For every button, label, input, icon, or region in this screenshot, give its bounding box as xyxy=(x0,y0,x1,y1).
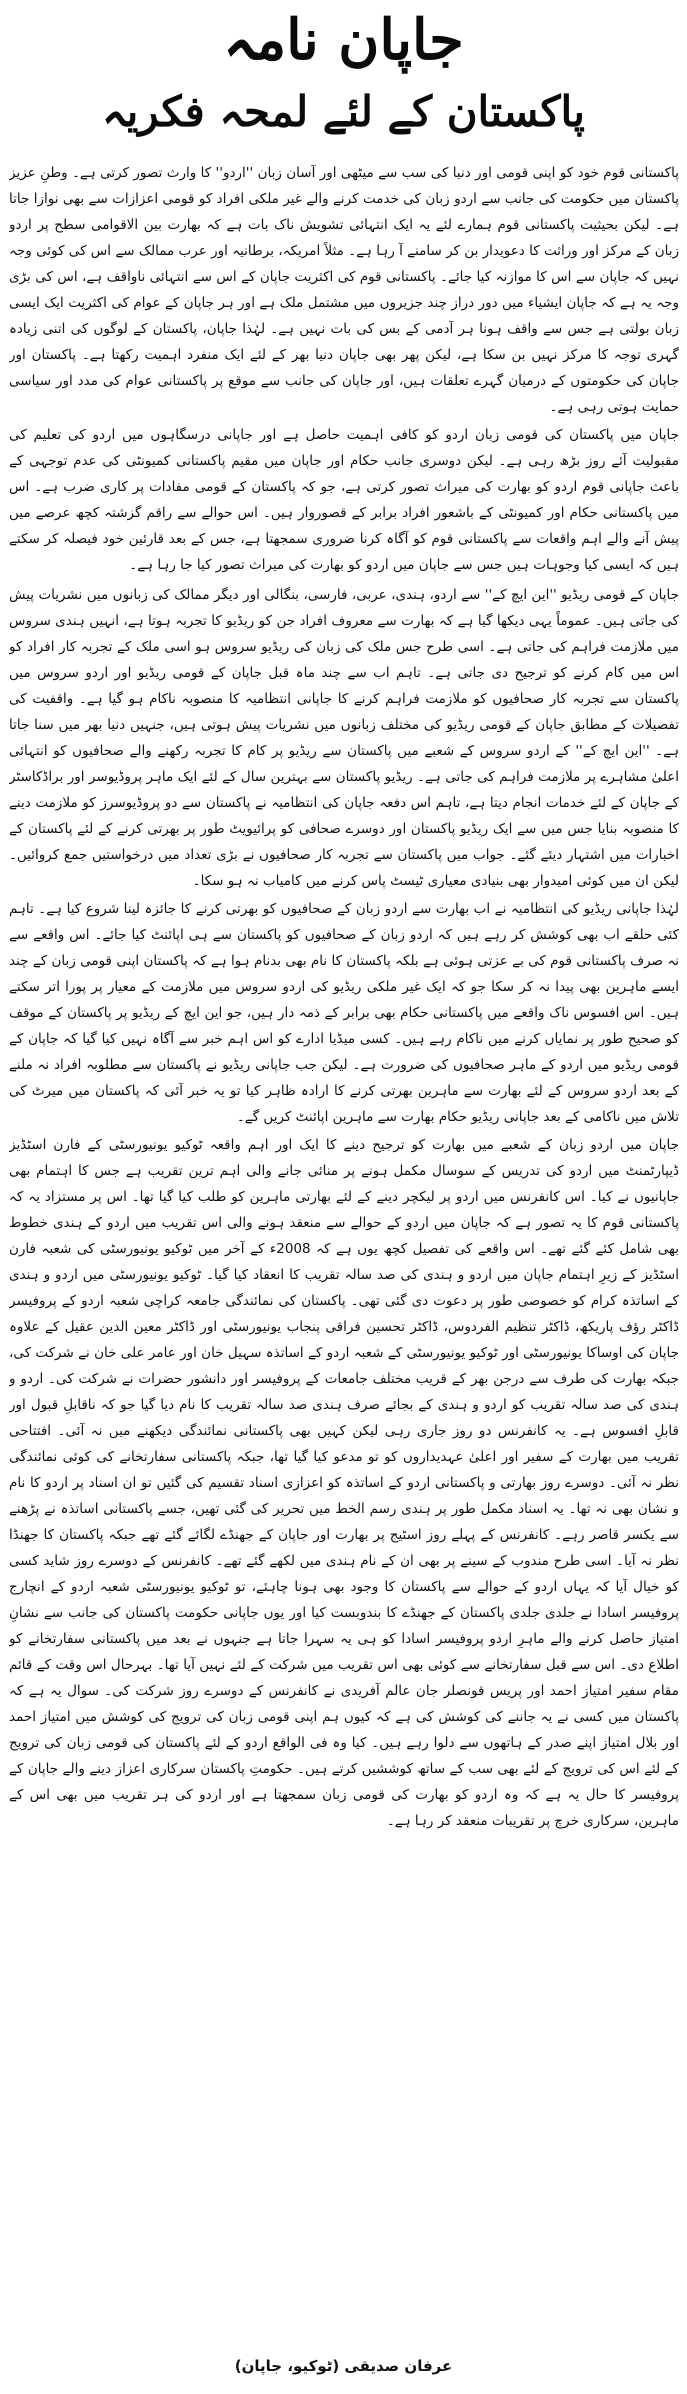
column-subtitle: پاکستان کے لئے لمحہ فکریہ xyxy=(102,87,585,136)
article-paragraph: جاپان میں پاکستان کی قومی زبان اردو کو کافی اہمیت حاصل ہے اور جاپانی درسگاہوں میں اردو کی تعلیم کی مقبولیت آئے روز بڑھ رہی ہے۔ لیکن دوسری جانب حکام اور جاپان میں مقیم پاکستانی کمیونٹی کی عدم توجہی کے باعث جاپانی قوم اردو کو بھارت کی میراث تصور کرتی ہے، جو کہ پاکستان کے قومی مفادات پر کاری ضرب ہے۔ اس میں پاکستانی حکام اور کمیونٹی کے باشعور افراد برابر کے قصوروار ہیں۔ اس حوالے سے راقم گزشتہ کچھ عرصے میں پیش آنے والے اہم واقعات سے پاکستانی قوم کو آگاہ کرنا ضروری سمجھتا ہے، جس کے بعد قارئین خود فیصلہ کر سکتے ہیں کہ ایسی کیا وجوہات ہیں جس سے جاپان میں اردو کو بھارت کی میراث تصور کیا جا رہا ہے۔ xyxy=(9,427,679,573)
article-body xyxy=(9,160,679,2340)
article-paragraph: جاپان کے قومی ریڈیو ''این ایچ کے'' سے اردو، ہندی، عربی، فارسی، بنگالی اور دیگر ممالک کی زبانوں میں نشریات پیش کی جاتی ہیں۔ عموماً یہی دیکھا گیا ہے کہ بھارت سے معروف افراد جن کو ریڈیو کا تجربہ ہوتا ہے، انہیں ہندی سروس میں ملازمت فراہم کی جاتی ہے۔ اسی طرح جس ملک کی زبان کی ریڈیو سروس ہو اسی ملک کے تجربہ کار افراد کو اس میں کام کرنے کو ترجیح دی جاتی ہے۔ تاہم اب سے چند ماہ قبل جاپان کے قومی ریڈیو اور اردو سروس میں پاکستان سے تجربہ کار صحافیوں کو ملازمت فراہم کرنے کا جاپانی انتظامیہ کا منصوبہ ناکام ہو گیا ہے۔ واقفیت کی تفصیلات کے مطابق جاپان کے قومی ریڈیو کی مختلف زبانوں میں نشریات پیش ہوتی ہیں، جنہیں دنیا بھر میں سنا جاتا ہے۔ ''این ایچ کے'' کے اردو سروس کے شعبے میں پاکستان سے ریڈیو پر کام کا تجربہ رکھنے والے صحافیوں کو انتہائی اعلیٰ مشاہرے پر ملازمت فراہم کی جاتی ہے۔ ریڈیو پاکستان سے بہترین سال کے لئے ایک ماہر پروڈیوسر اور براڈکاسٹر کے جاپان کے لئے خدمات انجام دیتا ہے، تاہم اس دفعہ جاپان کی انتظامیہ نے پاکستان سے دو پروڈیوسرز کو ملازمت دینے کا منصوبہ بنایا جس میں سے ایک ریڈیو پاکستان اور دوسرے صحافی کو پرائیویٹ طور پر بھرتی کرنے کے لئے پاکستان کے اخبارات میں اشتہار دیئے گئے۔ جواب میں پاکستان سے تجربہ کار صحافیوں نے بڑی تعداد میں درخواستیں جمع کروائیں۔ لیکن ان میں کوئی امیدوار بھی بنیادی معیاری ٹیسٹ پاس کرنے میں کامیاب نہ ہو سکا۔ xyxy=(9,587,679,889)
article-paragraph: لہٰذا جاپانی ریڈیو کی انتظامیہ نے اب بھارت سے اردو زبان کے صحافیوں کو بھرتی کرنے کا جائزہ لینا شروع کیا ہے۔ تاہم کئی حلقے اب بھی کوشش کر رہے ہیں کہ اردو زبان کے صحافیوں کو پاکستان سے ہی اپائنٹ کیا جائے۔ اس واقعے سے نہ صرف پاکستانی قوم کی بے عزتی ہوئی ہے بلکہ پاکستان کا نام بھی بدنام ہوا ہے کہ پاکستان اپنی قومی زبان کے چند ایسے ماہرین بھی پیدا نہ کر سکا جو کہ ایک غیر ملکی ریڈیو کی اردو سروس میں ملازمت کے معیار پر پورا اتر سکتے ہیں۔ اس افسوس ناک واقعے میں پاکستانی حکام بھی برابر کے ذمہ دار ہیں، جو این ایچ کے ریڈیو پر پاکستان کے موقف کو صحیح طور پر نمایاں کرنے میں ناکام رہے ہیں۔ کسی میڈیا ادارے کو اس اہم خبر سے آگاہ نہیں کیا گیا کہ جاپان کے قومی ریڈیو میں اردو کے ماہر صحافیوں کی ضرورت ہے۔ لیکن جب جاپانی ریڈیو نے پاکستان سے مطلوبہ افراد نہ ملنے کے بعد اردو سروس کے لئے بھارت سے ماہرین بھرتی کرنے کا ارادہ ظاہر کیا تو یہ خبر آئی کہ پاکستان میں میرٹ کی تلاش میں ناکامی کے بعد جاپانی ریڈیو حکام بھارت سے ماہرین اپائنٹ کریں گے۔ xyxy=(9,901,679,1125)
article-paragraph: پاکستانی قوم خود کو اپنی قومی اور دنیا کی سب سے میٹھی اور آسان زبان ''اردو'' کا وارث تصور کرتی ہے۔ وطنِ عزیز پاکستان میں حکومت کی جانب سے اردو زبان کی خدمت کرنے والے غیر ملکی افراد کو قومی اعزازات سے بھی نوازا جاتا ہے۔ لیکن بحیثیت پاکستانی قوم ہمارے لئے یہ ایک انتہائی تشویش ناک بات ہے کہ بھارت بین الاقوامی سطح پر اردو زبان کے مرکز اور وراثت کا دعویدار بن کر سامنے آ رہا ہے۔ مثلاً امریکہ، برطانیہ اور عرب ممالک سے اس کی کوئی وجہ نہیں کہ جاپان سے اس کا موازنہ کیا جائے۔ پاکستانی قوم کی اکثریت جاپان کے اس سے انتہائی ناواقف ہے، اس کی بڑی وجہ یہ ہے کہ جاپان ایشیاء میں دور دراز چند جزیروں میں مشتمل ملک ہے اور ہر جاپان کے عوام کی اکثریت ایک ایسی زبان بولتی ہے جس سے واقف ہونا ہر آدمی کے بس کی بات نہیں ہے۔ لہٰذا جاپان، پاکستان کے لوگوں کی اتنی زیادہ گہری توجہ کا مرکز نہیں بن سکا ہے، لیکن پھر بھی جاپان دنیا بھر کے لئے ایک منفرد اہمیت رکھتا ہے۔ پاکستان اور جاپان کی حکومتوں کے درمیان گہرے تعلقات ہیں، اور جاپان کی جانب سے موقع پر پاکستانی عوام کی مدد اور سیاسی حمایت ہوتی رہی ہے۔ xyxy=(9,165,679,415)
column-title: جاپان نامہ xyxy=(223,7,464,73)
article-paragraph: جاپان میں اردو زبان کے شعبے میں بھارت کو ترجیح دینے کا ایک اور اہم واقعہ ٹوکیو یونیورسٹی کے فارن اسٹڈیز ڈیپارٹمنٹ میں اردو کی تدریس کے سوسال مکمل ہونے پر منائی جانے والی اہم ترین تقریب ہے جس کا اہتمام بھی جاپانیوں نے کیا۔ اس کانفرنس میں اردو پر لیکچر دینے کے لئے بھارتی ماہرین کو طلب کیا گیا تھا۔ اس پر مستزاد یہ کہ پاکستانی قوم کا یہ تصور ہے کہ جاپان میں اردو کے حوالے سے منعقد ہونے والی اس تقریب میں اردو کے ہندی خطوط بھی شامل کئے گئے تھے۔ اس واقعے کی تفصیل کچھ یوں ہے کہ 2008ء کے آخر میں ٹوکیو یونیورسٹی کی شعبہ فارن اسٹڈیز کے زیرِ اہتمام جاپان میں اردو و ہندی کی صد سالہ تقریب کا انعقاد کیا گیا۔ ٹوکیو یونیورسٹی میں اردو و ہندی کے اساتذہ کرام کو خصوصی طور پر دعوت دی گئی تھی۔ پاکستان کی نمائندگی جامعہ کراچی شعبہ اردو کے پروفیسر ڈاکٹر رؤف پاریکھ، ڈاکٹر تنظیم الفردوس، ڈاکٹر تحسین فراقی پنجاب یونیورسٹی اور ڈاکٹر معین الدین عقیل کے علاوہ جاپان کی اوساکا یونیورسٹی اور ٹوکیو یونیورسٹی کے شعبہ اردو کے اساتذہ سہیل خان اور عامر علی خان نے شرکت کی، جبکہ بھارت کی طرف سے درجن بھر کے قریب مختلف جامعات کے پروفیسر اور دانشور حضرات نے شرکت کی۔ اردو و ہندی کی صد سالہ تقریب کو اردو و ہندی کے بجائے صرف ہندی صد سالہ تقریب کا نام دیا گیا جو کہ ناقابلِ قبول اور قابلِ افسوس ہے۔ یہ کانفرنس دو روز جاری رہی لیکن کہیں بھی پاکستانی نمائندگی دیکھنے میں نہ آئی۔ افتتاحی تقریب میں بھارت کے سفیر اور اعلیٰ عہدیداروں کو تو مدعو کیا گیا تھا، جبکہ پاکستانی سفارتخانے کی کوئی نمائندگی نظر نہ آئی۔ دوسرے روز بھارتی و پاکستانی اردو کے اساتذہ کو اعزازی اسناد تقسیم کی گئیں تو ان اسناد پر اردو کا نام و نشان بھی نہ تھا۔ یہ اسناد مکمل طور پر ہندی رسم الخط میں تحریر کی گئی تھیں، جسے پاکستانی اساتذہ نے پڑھنے سے یکسر قاصر رہے۔ کانفرنس کے پہلے روز اسٹیج پر بھارت اور جاپان کے جھنڈے لگائے گئے تھے جبکہ پاکستان کا جھنڈا نظر نہ آیا۔ اسی طرح مندوب کے سینے پر بھی ان کے نام ہندی میں لکھے گئے تھے۔ کانفرنس کے دوسرے روز شاید کسی کو خیال آیا کہ یہاں اردو کے حوالے سے پاکستان کا وجود بھی ہونا چاہئے، تو ٹوکیو یونیورسٹی شعبہ اردو کے انچارج پروفیسر اسادا نے جلدی جلدی پاکستان کے جھنڈے کا بندوبست کیا اور یوں جاپانی حکومت پاکستان کی جانب سے نشانِ امتیاز حاصل کرنے والے ماہرِ اردو پروفیسر اسادا کو ہی یہ سہرا جاتا ہے جنہوں نے بعد میں پاکستانی سفارتخانے کو اطلاع دی۔ اس سے قبل سفارتخانے سے کوئی بھی اس تقریب میں شرکت کے لئے نہیں آیا تھا۔ بہرحال اس وقت کے قائم مقام سفیر امتیاز احمد اور پریس قونصلر جان عالم آفریدی نے کانفرنس کے دوسرے روز شرکت کی۔ سوال یہ ہے کہ پاکستان میں کسی نے یہ جاننے کی کوشش کی ہے کہ کیوں ہم اپنی قومی زبان کی ترویج کی کوشش میں امتیاز احمد اور بلال امتیاز اپنے صدر کے ہاتھوں سے دلوا رہے ہیں۔ کیا وہ فی الواقع اردو کے لئے پاکستان کی قومی زبان کی ترویج کے لئے اس کی ترویج کے لئے بھی سب کے ساتھ کوششیں کرتے ہیں۔ حکومتِ پاکستان سرکاری اعزاز دینے والے جاپان کے پروفیسر کا حال یہ ہے کہ وہ اردو کو بھارت کی قومی زبان سمجھتا ہے اور اردو کی ہر تقریب میں بھی اس کے ماہرین، سرکاری خرچ پر تقریبات منعقد کر رہا ہے۔ xyxy=(9,1137,679,1829)
author-byline: عرفان صدیقی (ٹوکیو، جاپان) xyxy=(234,2357,453,2375)
masthead xyxy=(0,0,687,146)
